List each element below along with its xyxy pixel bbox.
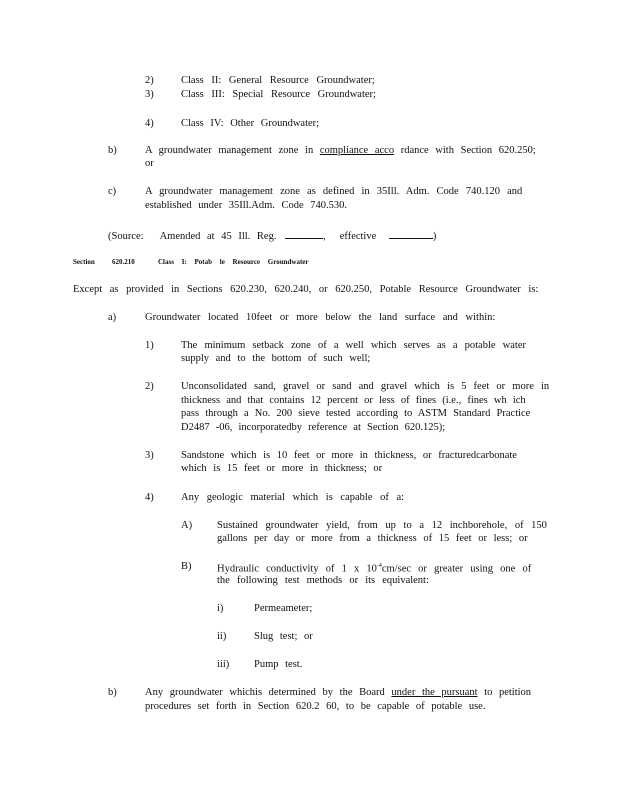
item-letter: b) bbox=[108, 687, 117, 698]
sandstone-text: Sandstone which is 10 feet or more in thickness, or fracturedcarbonate bbox=[181, 450, 517, 461]
section-number: 620.210 bbox=[112, 258, 135, 266]
item-number: 3) bbox=[145, 450, 154, 461]
sustained-yield-text: Sustained groundwater yield, from up to a 12 inchborehole, of 150 bbox=[217, 520, 547, 531]
item-number: 3) bbox=[145, 89, 154, 100]
roman-numeral: iii) bbox=[217, 659, 230, 670]
item-letter: a) bbox=[108, 312, 117, 323]
item-number: 1) bbox=[145, 340, 154, 351]
groundwater-location-text: Groundwater located 10feet or more below the land surface and within: bbox=[145, 312, 496, 323]
roman-numeral: i) bbox=[217, 603, 224, 614]
item-letter: c) bbox=[108, 186, 117, 197]
sustained-yield-text-cont: gallons per day or more from a thickness of 15 feet or less; or bbox=[217, 533, 528, 544]
class-ii-text: Class II: General Resource Groundwater; bbox=[181, 75, 375, 86]
item-number: 4) bbox=[145, 492, 154, 503]
sub-item-letter: A) bbox=[181, 520, 193, 531]
item-number: 2) bbox=[145, 381, 154, 392]
zone-defined-text: A groundwater management zone as defined in 35Ill. Adm. Code 740.120 and bbox=[145, 186, 523, 197]
class-iv-text: Class IV: Other Groundwater; bbox=[181, 118, 320, 129]
setback-zone-text-cont: supply and to the bottom of such well; bbox=[181, 353, 371, 364]
unconsolidated-text: Unconsolidated sand, gravel or sand and gravel which is 5 feet or more in bbox=[181, 381, 550, 392]
hydraulic-conductivity-text: Hydraulic conductivity of 1 x $10^{-4}cm/\sec$ or greater using one of bbox=[217, 563, 532, 575]
item-letter: b) bbox=[108, 145, 117, 156]
board-determination-text-cont: procedures set forth in Section 620.2 60, to be capable of potable use. bbox=[145, 701, 486, 712]
zone-defined-text-cont: established under 35Ill.Adm. Code 740.530. bbox=[145, 200, 348, 211]
permeameter-text: Permeameter; bbox=[254, 603, 313, 614]
slug-test-text: Slug test; or bbox=[254, 631, 313, 642]
section-label: Section bbox=[73, 258, 95, 266]
board-determination-text: Any groundwater whichis determined by the Board under the pursuant to petition bbox=[145, 687, 532, 698]
unconsolidated-text-cont: pass through a No. 200 sieve tested according to ASTM Standard Practice bbox=[181, 408, 531, 419]
section-intro: Except as provided in Sections 620.230, 620.240, or 620.250, Potable Resource Groundwater is: bbox=[73, 284, 539, 295]
zone-compliance-text: A groundwater management zone in compliance acco rdance with Section 620.250; bbox=[145, 145, 536, 156]
unconsolidated-text-cont: thickness and that contains 12 percent or less of fines (i.e., fines wh ich bbox=[181, 395, 526, 406]
zone-compliance-text-cont: or bbox=[145, 158, 154, 169]
section-title: Class I: Potab le Resource Groundwater bbox=[158, 258, 309, 266]
sandstone-text-cont: which is 15 feet or more in thickness; or bbox=[181, 463, 383, 474]
item-number: 4) bbox=[145, 118, 154, 129]
sub-item-letter: B) bbox=[181, 561, 192, 572]
hydraulic-conductivity-text-cont: the following test methods or its equivalent: bbox=[217, 575, 429, 586]
geologic-material-text: Any geologic material which is capable of a: bbox=[181, 492, 405, 503]
class-iii-text: Class III: Special Resource Groundwater; bbox=[181, 89, 376, 100]
roman-numeral: ii) bbox=[217, 631, 227, 642]
source-note: (Source: Amended at 45 Ill. Reg. , effective ) bbox=[108, 228, 436, 243]
unconsolidated-text-cont: D2487 -06, incorporatedby reference at Section 620.125); bbox=[181, 422, 446, 433]
setback-zone-text: The minimum setback zone of a well which serves as a potable water bbox=[181, 340, 526, 351]
item-number: 2) bbox=[145, 75, 154, 86]
pump-test-text: Pump test. bbox=[254, 659, 303, 670]
